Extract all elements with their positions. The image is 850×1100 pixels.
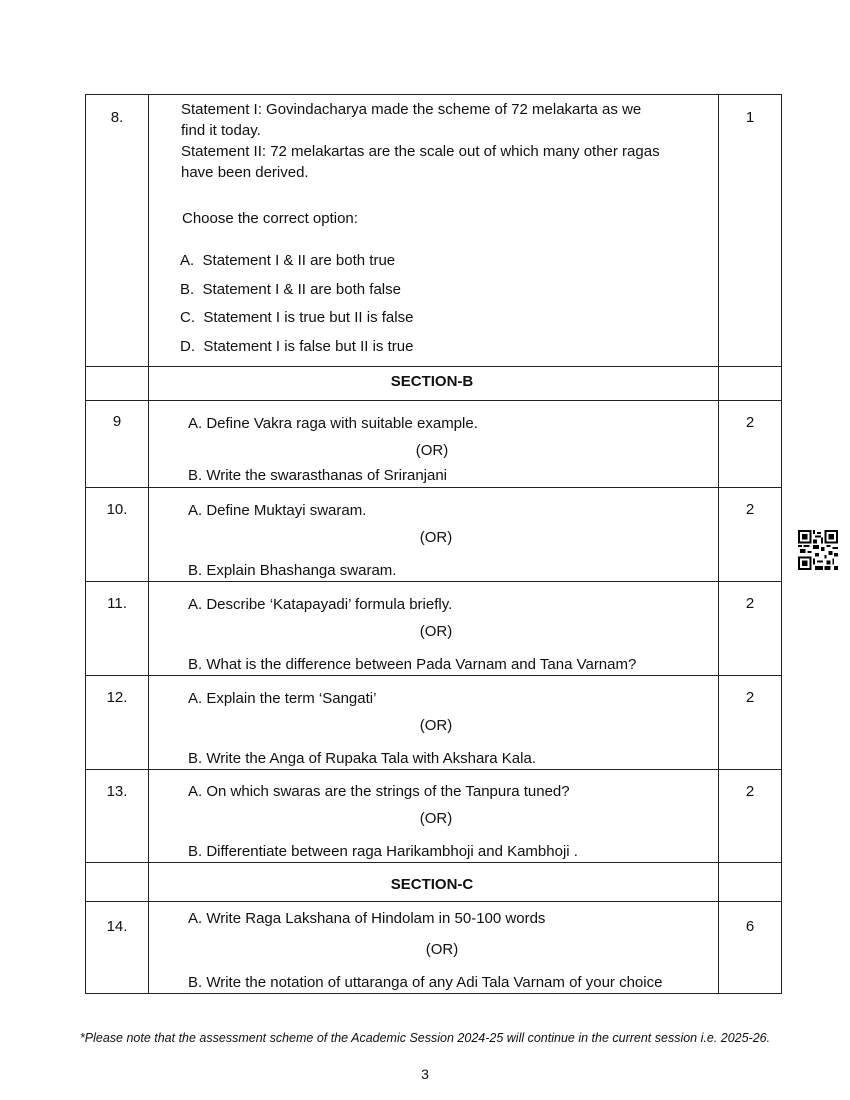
q13-marks: 2 — [745, 783, 755, 800]
q8-statement1-line2: find it today. — [181, 122, 261, 139]
q8-statement2-line1: Statement II: 72 melakartas are the scale out of which many other ragas — [181, 143, 660, 160]
q8-statement1-line1: Statement I: Govindacharya made the scheme of 72 melakarta as we — [181, 101, 642, 118]
q8-option-b: B. Statement I & II are both false — [180, 281, 401, 298]
q14-option-b: B. Write the notation of uttaranga of any Adi Tala Varnam of your choice — [188, 974, 663, 991]
q13-number: 13. — [106, 783, 128, 800]
q11-or: (OR) — [419, 623, 453, 640]
q13-option-a: A. On which swaras are the strings of the Tanpura tuned? — [188, 783, 570, 800]
q8-number: 8. — [110, 109, 124, 126]
q11-marks: 2 — [745, 595, 755, 612]
q14-or: (OR) — [425, 941, 459, 958]
q14-marks: 6 — [745, 918, 755, 935]
q8-option-d: D. Statement I is false but II is true — [180, 338, 414, 355]
q9-number: 9 — [112, 413, 122, 430]
q12-marks: 2 — [745, 689, 755, 706]
q10-option-a: A. Define Muktayi swaram. — [188, 502, 367, 519]
q10-or: (OR) — [419, 529, 453, 546]
question-table — [85, 94, 782, 994]
section-b-heading: SECTION-B — [390, 373, 474, 390]
q9-option-b: B. Write the swarasthanas of Sriranjani — [188, 467, 448, 484]
q9-or: (OR) — [415, 442, 449, 459]
q12-number: 12. — [106, 689, 128, 706]
q11-number: 11. — [107, 595, 127, 612]
q12-or: (OR) — [419, 717, 453, 734]
footnote: *Please note that the assessment scheme of the Academic Session 2024-25 will continue in the current session i.e. 2025-26. — [79, 1031, 771, 1045]
q13-option-b: B. Differentiate between raga Harikambhoji and Kambhoji . — [188, 843, 578, 860]
q8-option-c: C. Statement I is true but II is false — [180, 309, 414, 326]
q13-or: (OR) — [419, 810, 453, 827]
qr-code-icon — [798, 530, 838, 570]
q8-prompt: Choose the correct option: — [182, 210, 358, 227]
q12-option-a: A. Explain the term ‘Sangati’ — [188, 690, 377, 707]
q11-option-a: A. Describe ‘Katapayadi’ formula briefly. — [188, 596, 453, 613]
section-c-heading: SECTION-C — [390, 876, 474, 893]
q10-marks: 2 — [745, 501, 755, 518]
q14-number: 14. — [106, 918, 128, 935]
q8-statement2-line2: have been derived. — [181, 164, 309, 181]
q8-option-a: A. Statement I & II are both true — [180, 252, 396, 269]
q10-option-b: B. Explain Bhashanga swaram. — [188, 562, 397, 579]
q12-option-b: B. Write the Anga of Rupaka Tala with Akshara Kala. — [188, 750, 536, 767]
q8-marks: 1 — [745, 109, 755, 126]
q14-option-a: A. Write Raga Lakshana of Hindolam in 50-100 words — [188, 910, 546, 927]
q9-marks: 2 — [745, 414, 755, 431]
q9-option-a: A. Define Vakra raga with suitable example. — [188, 415, 478, 432]
q10-number: 10. — [106, 501, 128, 518]
q11-option-b: B. What is the difference between Pada Varnam and Tana Varnam? — [188, 656, 637, 673]
page-number: 3 — [421, 1066, 429, 1082]
